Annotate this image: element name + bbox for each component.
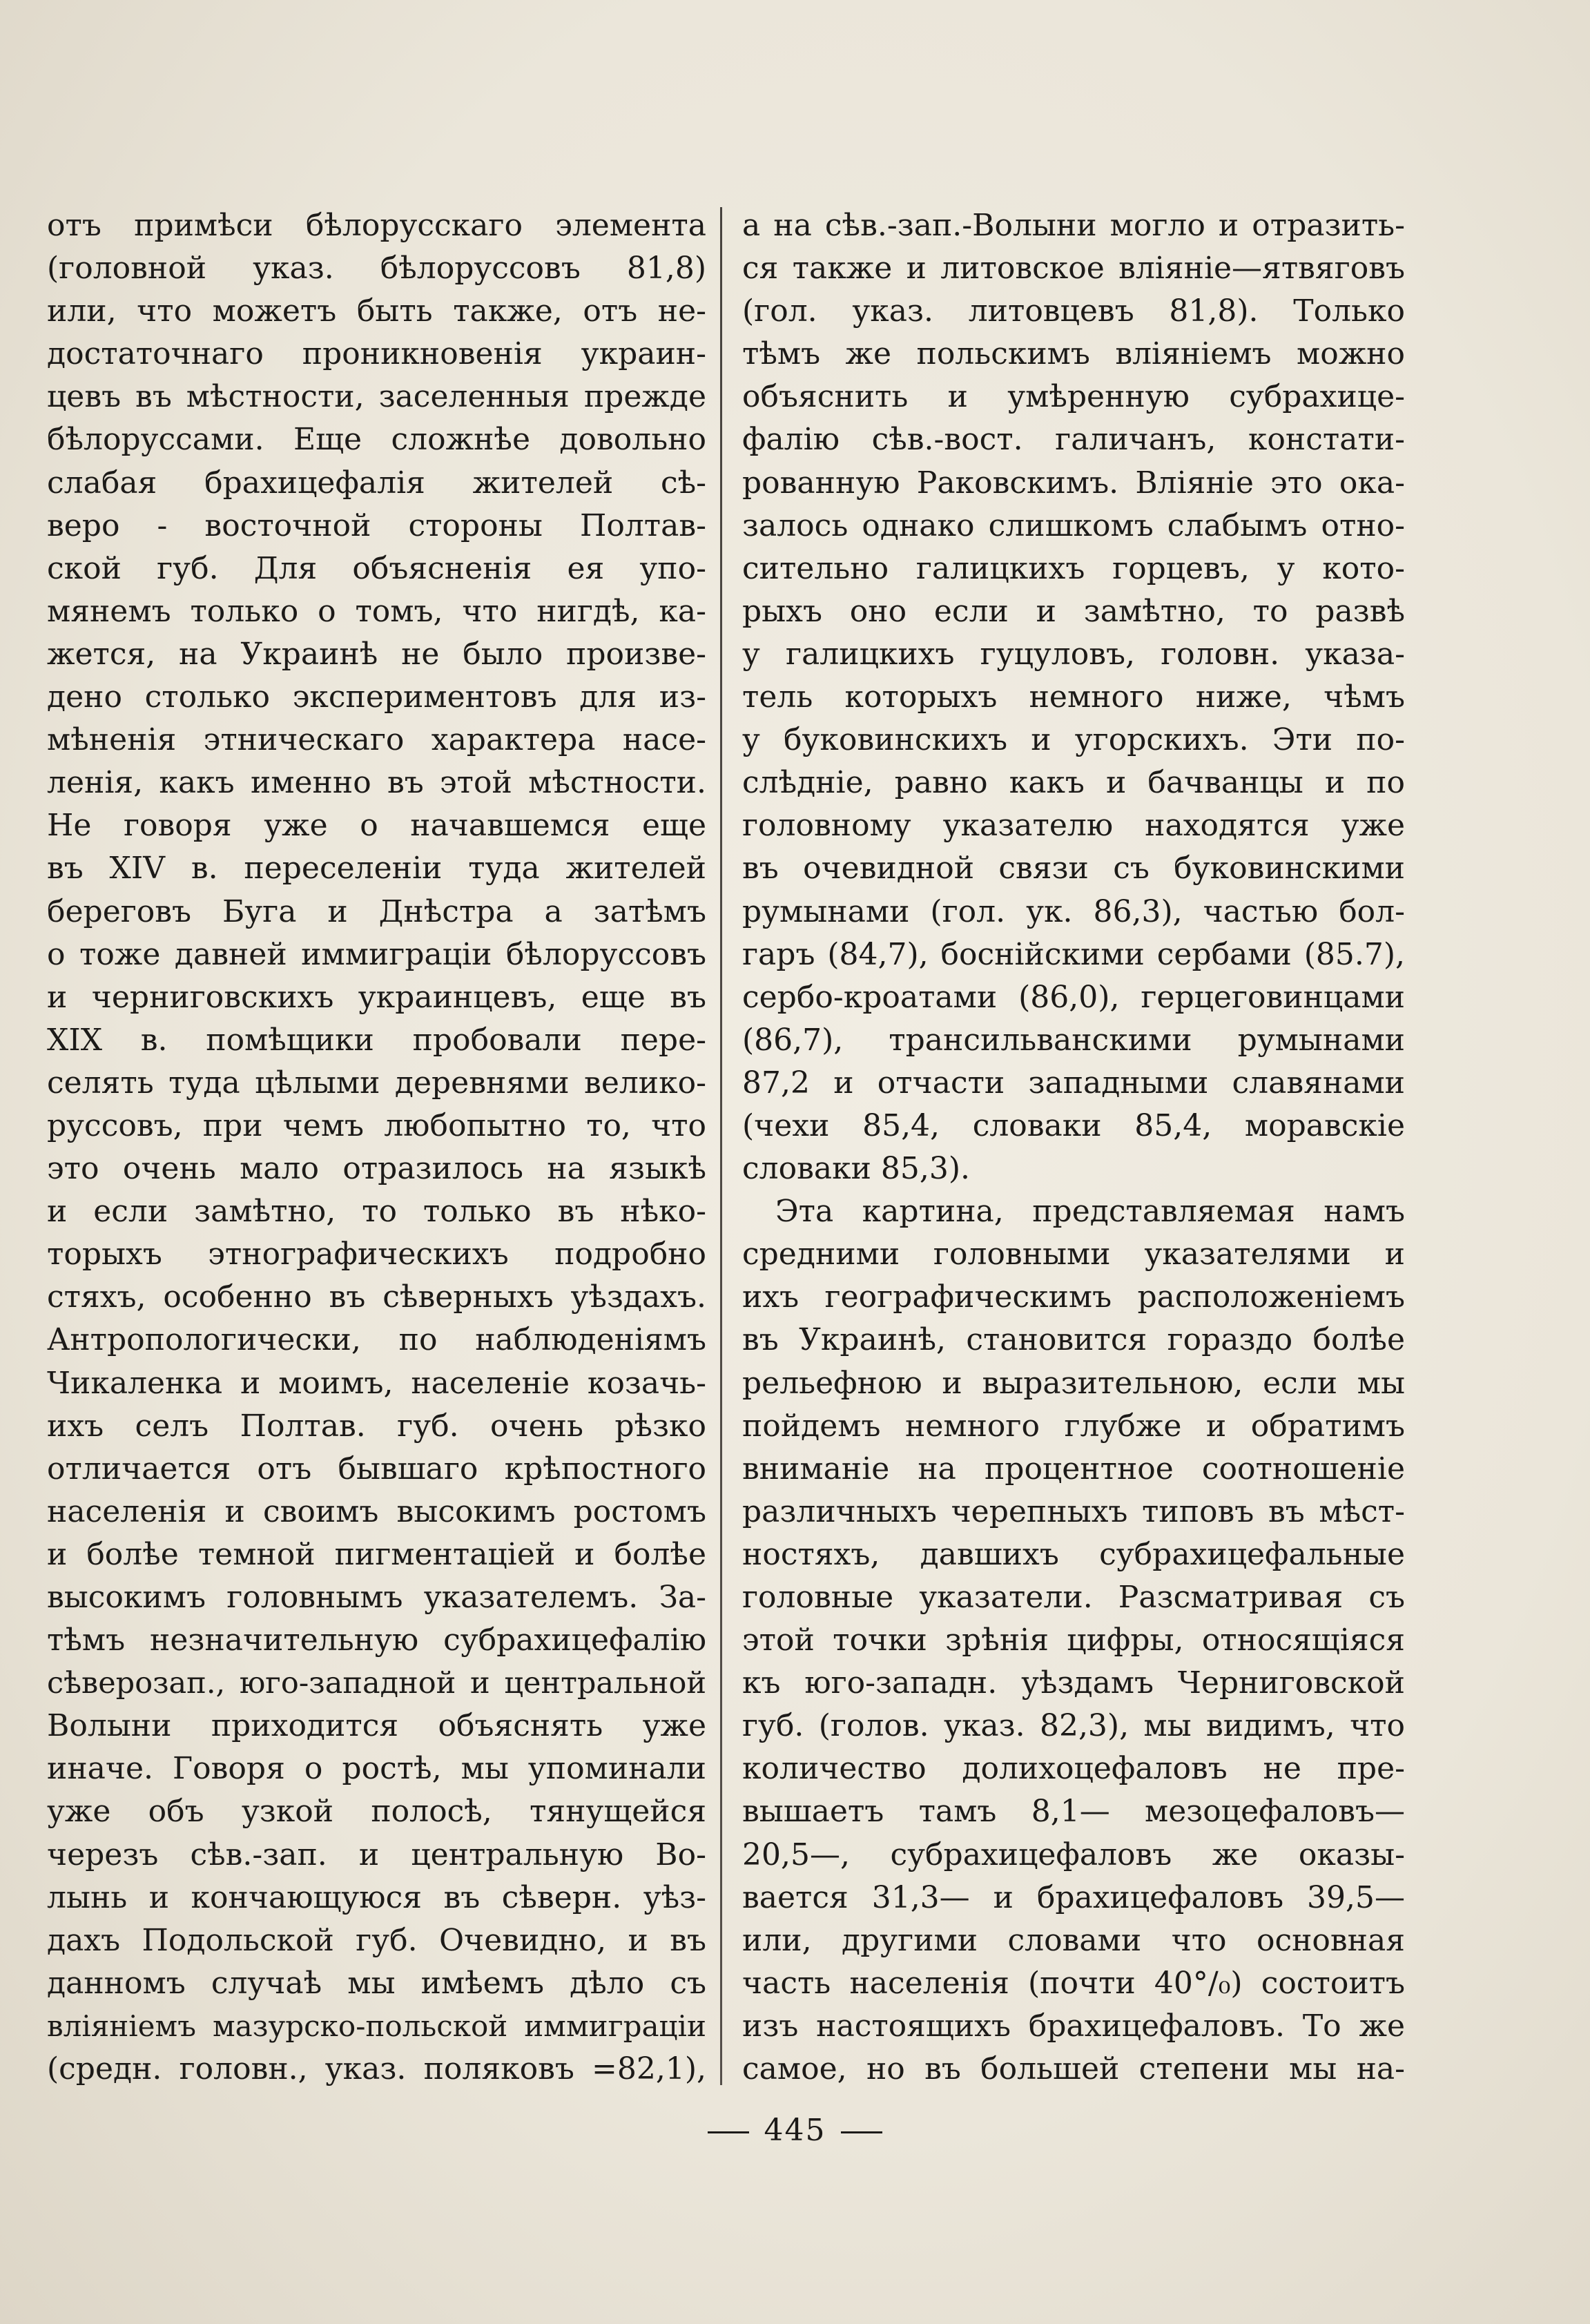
text-line: данномъ случаѣ мы имѣемъ дѣло съ [47, 1965, 706, 2001]
text-line: количество долихоцефаловъ не пре- [742, 1751, 1405, 1787]
page-number: 445 [764, 2113, 826, 2148]
text-line: у галицкихъ гуцуловъ, головн. указа- [742, 636, 1405, 672]
text-line: ся также и литовское вліяніе—ятвяговъ [742, 251, 1405, 287]
text-line: вліяніемъ мазурско-польской иммиграціи [47, 2008, 706, 2043]
text-line: ленія, какъ именно въ этой мѣстности. [47, 765, 706, 801]
text-line: въ очевидной связи съ буковинскими [742, 851, 1405, 887]
text-line: а на сѣв.-зап.-Волыни могло и отразить- [742, 208, 1405, 243]
text-line: лынь и кончающуюся въ сѣверн. уѣз- [47, 1879, 706, 1915]
text-line: торыхъ этнографическихъ подробно [47, 1237, 706, 1272]
text-line: къ юго-западн. уѣздамъ Черниговской [742, 1665, 1405, 1701]
text-line: это очень мало отразилось на языкѣ [47, 1151, 706, 1187]
text-line: сѣверозап., юго-западной и центральной [47, 1666, 706, 1701]
text-line: вается 31,3— и брахицефаловъ 39,5— [742, 1879, 1405, 1915]
text-line: слабая брахицефалія жителей сѣ- [47, 465, 706, 501]
text-line: цевъ въ мѣстности, заселенныя прежде [47, 379, 706, 415]
text-line: отъ примѣси бѣлорусскаго элемента [47, 208, 706, 243]
text-line: вышаетъ тамъ 8,1— мезоцефаловъ— [742, 1794, 1405, 1830]
text-line: сербо-кроатами (86,0), герцеговинцами [742, 979, 1405, 1015]
text-line: дено столько экспериментовъ для из- [47, 679, 706, 715]
text-line: сительно галицкихъ горцевъ, у кото- [742, 550, 1405, 586]
text-line: XIX в. помѣщики пробовали пере- [47, 1022, 706, 1058]
text-line: губ. (голов. указ. 82,3), мы видимъ, что [742, 1708, 1405, 1744]
text-line: или, что можетъ быть также, отъ не- [47, 293, 706, 329]
left-column [47, 204, 706, 2091]
column-divider [720, 207, 722, 2085]
text-line: и черниговскихъ украинцевъ, еще въ [47, 979, 706, 1015]
footer-dash [708, 2131, 749, 2133]
text-line: головному указателю находятся уже [742, 808, 1405, 844]
text-line: о тоже давней иммиграціи бѣлоруссовъ [47, 936, 706, 972]
text-line: мѣненія этническаго характера насе- [47, 722, 706, 758]
text-line: въ XIV в. переселеніи туда жителей [47, 851, 706, 887]
text-line: достаточнаго проникновенія украин- [47, 336, 706, 372]
text-line: румынами (гол. ук. 86,3), частью бол- [742, 893, 1405, 929]
text-line: ской губ. Для объясненія ея упо- [47, 550, 706, 586]
text-line: тель которыхъ немного ниже, чѣмъ [742, 679, 1405, 715]
text-line: Антропологически, по наблюденіямъ [47, 1322, 706, 1358]
text-line: высокимъ головнымъ указателемъ. За- [47, 1580, 706, 1615]
text-line: (86,7), трансильванскими румынами [742, 1022, 1405, 1058]
text-line: бѣлоруссами. Еще сложнѣе довольно [47, 422, 706, 458]
text-line: тѣмъ незначительную субрахицефалію [47, 1623, 706, 1658]
text-line: (гол. указ. литовцевъ 81,8). Только [742, 293, 1405, 329]
text-line: руссовъ, при чемъ любопытно то, что [47, 1107, 706, 1143]
text-line: залось однако слишкомъ слабымъ отно- [742, 507, 1405, 543]
text-line: пойдемъ немного глубже и обратимъ [742, 1408, 1405, 1444]
text-line: (головной указ. бѣлоруссовъ 81,8) [47, 251, 706, 287]
text-line: населенія и своимъ высокимъ ростомъ [47, 1493, 706, 1529]
text-line: береговъ Буга и Днѣстра а затѣмъ [47, 893, 706, 929]
text-line: и болѣе темной пигментаціей и болѣе [47, 1536, 706, 1572]
footer-dash [841, 2131, 882, 2133]
text-line: этой точки зрѣнія цифры, относящіяся [742, 1623, 1405, 1658]
text-line: гаръ (84,7), боснійскими сербами (85.7), [742, 936, 1405, 972]
text-line: дахъ Подольской губ. Очевидно, и въ [47, 1922, 706, 1958]
text-line: самое, но въ большей степени мы на- [742, 2051, 1405, 2087]
text-line: у буковинскихъ и угорскихъ. Эти по- [742, 722, 1405, 758]
text-line: слѣдніе, равно какъ и бачванцы и по [742, 765, 1405, 801]
text-line: ностяхъ, давшихъ субрахицефальные [742, 1536, 1405, 1572]
text-line: ихъ селъ Полтав. губ. очень рѣзко [47, 1408, 706, 1444]
text-line: рыхъ оно если и замѣтно, то развѣ [742, 593, 1405, 629]
text-line: средними головными указателями и [742, 1237, 1405, 1272]
text-line: жется, на Украинѣ не было произве- [47, 636, 706, 672]
text-line: стяхъ, особенно въ сѣверныхъ уѣздахъ. [47, 1279, 706, 1315]
text-line: головные указатели. Разсматривая съ [742, 1580, 1405, 1615]
text-line: уже объ узкой полосѣ, тянущейся [47, 1794, 706, 1830]
text-line: 20,5—, субрахицефаловъ же оказы- [742, 1837, 1405, 1872]
text-line: селять туда цѣлыми деревнями велико- [47, 1065, 706, 1101]
text-line: 87,2 и отчасти западными славянами [742, 1065, 1405, 1101]
text-line: тѣмъ же польскимъ вліяніемъ можно [742, 336, 1405, 372]
text-line: (чехи 85,4, словаки 85,4, моравскіе [742, 1107, 1405, 1143]
text-line: изъ настоящихъ брахицефаловъ. То же [742, 2008, 1405, 2044]
text-line: различныхъ черепныхъ типовъ въ мѣст- [742, 1493, 1405, 1529]
right-column [742, 204, 1405, 2091]
text-line: въ Украинѣ, становится гораздо болѣе [742, 1322, 1405, 1358]
text-line: веро - восточной стороны Полтав- [47, 507, 706, 543]
text-line: рованную Раковскимъ. Вліяніе это ока- [742, 465, 1405, 501]
text-line: или, другими словами что основная [742, 1922, 1405, 1958]
text-line: фалію сѣв.-вост. галичанъ, констати- [742, 422, 1405, 458]
text-line: часть населенія (почти 40°/₀) состоитъ [742, 1965, 1405, 2001]
text-line: черезъ сѣв.-зап. и центральную Во- [47, 1837, 706, 1872]
text-line: отличается отъ бывшаго крѣпостного [47, 1451, 706, 1487]
text-line: словаки 85,3). [742, 1151, 971, 1187]
text-line: (средн. головн., указ. поляковъ =82,1), [47, 2051, 706, 2087]
text-line: мянемъ только о томъ, что нигдѣ, ка- [47, 593, 706, 629]
text-line: иначе. Говоря о ростѣ, мы упоминали [47, 1751, 706, 1787]
text-line: рельефною и выразительною, если мы [742, 1365, 1405, 1401]
text-line: вниманіе на процентное соотношеніе [742, 1451, 1405, 1487]
text-line: Чикаленка и моимъ, населеніе козачь- [47, 1365, 706, 1401]
text-line: и если замѣтно, то только въ нѣко- [47, 1194, 706, 1230]
text-line: Не говоря уже о начавшемся еще [47, 808, 706, 844]
paragraph-first-line: Эта картина, представляемая намъ [775, 1194, 1405, 1230]
text-line: ихъ географическимъ расположеніемъ [742, 1279, 1405, 1315]
page-number-footer [0, 2113, 1590, 2148]
text-line: Волыни приходится объяснять уже [47, 1708, 706, 1744]
text-line: объяснить и умѣренную субрахице- [742, 379, 1405, 415]
